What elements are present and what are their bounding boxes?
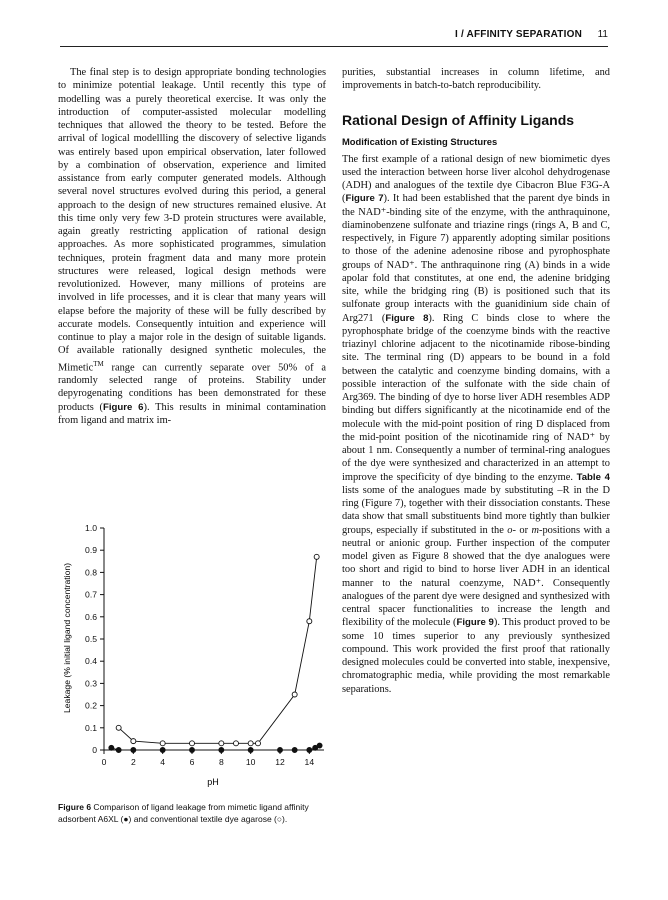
x-tick-label: 0 [101, 757, 107, 767]
point-dye-agarose [190, 741, 195, 746]
x-tick-label: 12 [275, 757, 285, 767]
y-tick-label: 1.0 [85, 523, 97, 533]
y-tick-label: 0.2 [85, 700, 97, 711]
subsection-heading: Modification of Existing Structures [342, 135, 498, 147]
x-tick-label: 14 [304, 757, 315, 767]
point-dye-agarose [248, 741, 253, 746]
point-a6xl [248, 748, 253, 753]
y-tick-label: 0.9 [85, 545, 97, 556]
point-dye-agarose [131, 739, 136, 744]
chart-series-lines [111, 557, 319, 750]
y-tick-label: 0.7 [85, 589, 97, 600]
point-dye-agarose [256, 741, 261, 746]
series-line-a6xl [111, 746, 319, 750]
section-title: I / AFFINITY SEPARATION [454, 29, 582, 40]
figure-caption [58, 801, 328, 825]
y-tick-label: 0.3 [85, 678, 97, 689]
y-tick-label: 0.5 [85, 634, 97, 644]
page-number: 11 [597, 29, 608, 40]
point-dye-agarose [234, 741, 239, 746]
x-tick-label: 10 [245, 757, 256, 767]
point-a6xl [109, 745, 114, 750]
chart-points [109, 554, 322, 752]
point-a6xl [116, 748, 121, 753]
y-tick-label: 0.6 [85, 611, 97, 622]
section-heading: Rational Design of Affinity Ligands [342, 111, 575, 128]
point-a6xl [307, 748, 312, 753]
point-dye-agarose [292, 692, 297, 697]
y-tick-label: 0.4 [85, 656, 97, 667]
point-a6xl [190, 748, 195, 753]
figure-9-ref[interactable]: Figure 9 [456, 617, 494, 629]
chart-axes [104, 528, 324, 750]
x-tick-label: 2 [130, 757, 136, 767]
point-a6xl [219, 748, 224, 753]
series-line-dye-agarose [119, 557, 317, 743]
leakage-chart [56, 520, 346, 790]
y-axis-label: Leakage (% initial ligand concentration) [62, 562, 72, 714]
right-continued-paragraph: purities, substantial increases in column lifetime, and improvements in batch-to-batch reproducibility. [342, 67, 610, 92]
point-a6xl [131, 748, 136, 753]
point-dye-agarose [219, 741, 224, 746]
point-a6xl [278, 748, 283, 753]
y-tick-label: 0.8 [85, 567, 97, 578]
point-a6xl [160, 748, 165, 753]
left-column [58, 66, 326, 427]
figure-7-ref[interactable]: Figure 7 [345, 193, 384, 205]
x-tick-label: 8 [218, 757, 224, 767]
x-axis-label: pH [207, 777, 219, 787]
y-tick-label: 0.1 [85, 722, 97, 733]
figure-8-ref[interactable]: Figure 8 [385, 312, 429, 324]
caption-label: Figure 6 [58, 802, 92, 812]
point-dye-agarose [314, 554, 319, 559]
point-a6xl [317, 743, 322, 748]
right-column [342, 66, 610, 696]
right-paragraph: The first example of a rational design of new biomimetic dyes used the interaction between horse liver alcohol dehydrogenase (ADH) and analogues of the textile dye Cibacron Blue F3G-A (Figure 7). It had been established that the parent dye binds in the NAD⁺-binding site of the enzyme, with the anthraquinone, diaminobenzene sulfonate and triazine rings (rings A, B and C, respectively, in Figure 7) apparently adopting similar positions to those of the adenine adenosine ribose and pyrophosphate groups of NAD⁺. The anthraquinone ring (A) binds in a wide apolar fold that constitutes, at one end, the adenine bridging site, while the bridging ring (B) is positioned such that its sulfonate group interacts with the guanidinium side chain of Arg271 (Figure 8). Ring C binds close to where the pyrophosphate bridge of the coenzyme binds with the reactive triazinyl chlorine adjacent to the nicotinamide ribose-binding site. The terminal ring (D) appears to be bound in a fold between the catalytic and coenzyme binding domains, with a possible interaction of the sulfonate with the side chain of Arg369. The binding of dye to horse liver ADH resembles ADP binding but differs significantly at the nicotinamide end of the molecule with the mid-point position of ring D displaced from the mid-point position of the nicotinamide ring of NAD⁺ by about 1 nm. Consequently a number of terminal-ring analogues of the dye were synthesized and characterized in an attempt to improve the specificity of dye binding to the enzyme. Table 4 lists some of the analogues made by substituting –R in the D ring (Figure 7), together with their dissociation constants. These data show that small substituents bind more tightly than bulkier groups, especially if substituted in the o- or m-positions with a neutral or anionic group. Further inspection of the computer model given as Figure 8 showed that the dye analogues were too short and rigid to bind to horse liver ADH in an identical manner to the natural coenzyme, NAD⁺. Consequently analogues of the parent dye were designed and synthesized with central spacer functionalities to increase the length and flexibility of the molecule (Figure 9). This product proved to be some 10 times superior to any previously synthesized compound. This work provided the first proof that rationally designed molecules could be converted into stable, inexpensive, chromatographic media, while providing the most remarkable separations. [342, 153, 610, 695]
x-tick-label: 4 [160, 757, 166, 767]
caption-text: Comparison of ligand leakage from mimetic ligand affinity adsorbent A6XL (●) and conventional textile dye agarose (○). [58, 802, 309, 824]
left-paragraph: The final step is to design appropriate bonding technologies to minimize potential leakage. Until recently this type of modelling was a purely theoretical exercise. It was only the introduction of computer-assisted molecular modelling techniques that allowed the theory to be tested. Before the arrival of logical modellling the discovery of selective ligands was entirely based upon empirical observation, later followed by a combination of observation, experience and limited assistance from early computer generated models. Although several novel structures evolved during this period, a general approach to the design of new structures remained elusive. At this time only very few 3-D protein structures were available, again greatly restricting application of rational design approaches. As more sophisticated programmes, simulation techniques, protein fragment data and many more protein structures were released, logical design methods were revolutionized. However, many millions of proteins are involved in life processes, and it is clear that many years will elapse before the majority of these will be fully described by accurate models. Consequently intuition and experience will continue to play a major role in the design of suitable ligands. Of available rationally designed synthetic molecules, the Mimetic™ range can currently separate over 50% of a randomly selected range of proteins. Stability under depyrogenating conditions has been demonstrated for these products (Figure 6). This results in minimal contamination from ligand and matrix im- [58, 67, 326, 426]
point-dye-agarose [116, 725, 121, 730]
table-4-ref[interactable]: Table 4 [576, 471, 610, 483]
running-header [60, 28, 608, 47]
point-dye-agarose [307, 619, 312, 624]
x-tick-label: 6 [189, 757, 195, 767]
figure-6-ref[interactable]: Figure 6 [103, 401, 144, 413]
point-a6xl [292, 748, 297, 753]
y-tick-label: 0 [92, 745, 97, 755]
point-dye-agarose [160, 741, 165, 746]
